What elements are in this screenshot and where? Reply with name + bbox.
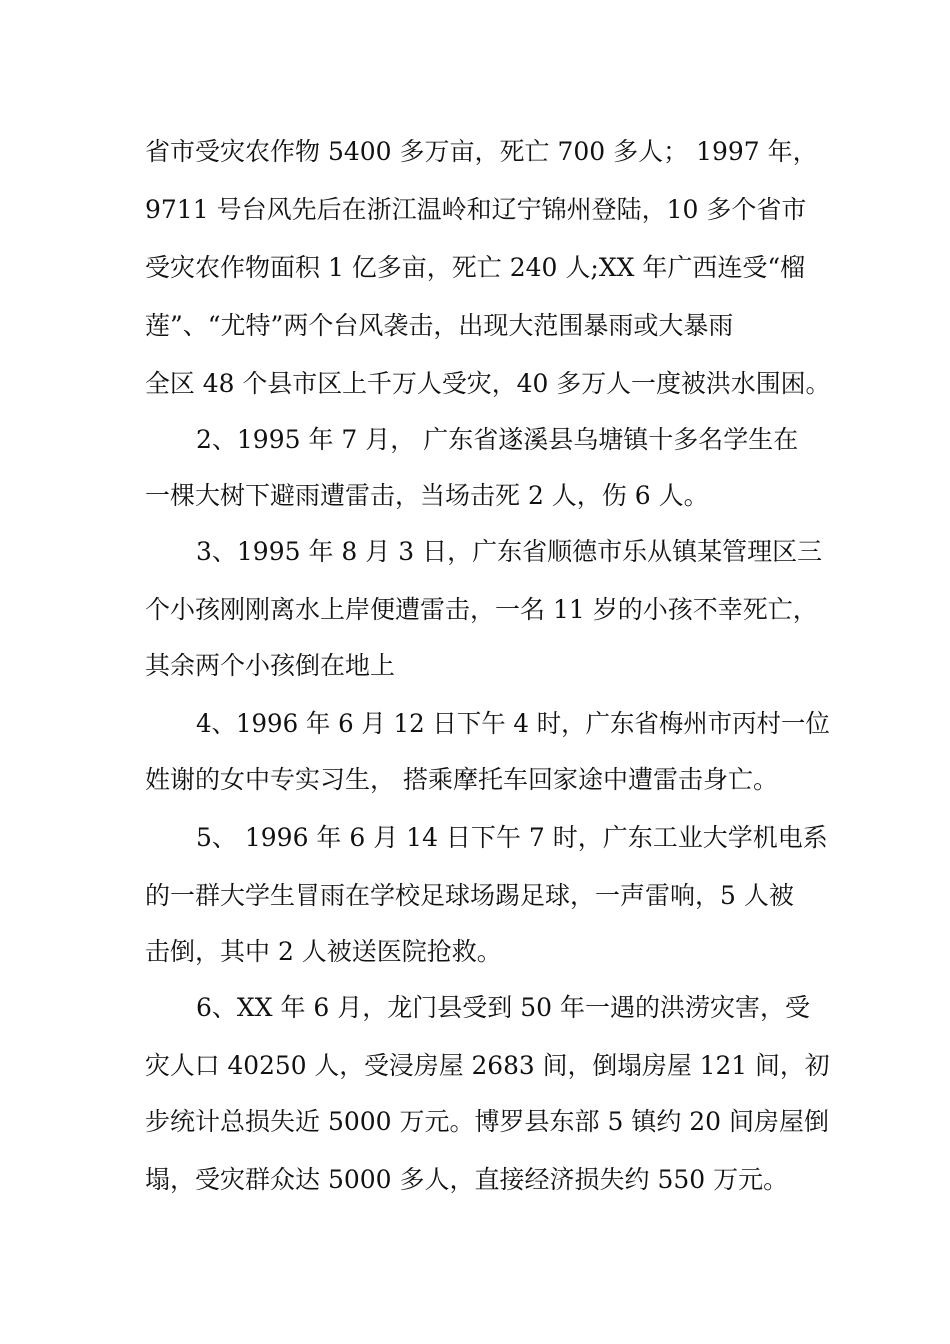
text-line: 击倒，其中 2 人被送医院抢救。 <box>145 937 502 966</box>
text-line: 的一群大学生冒雨在学校足球场踢足球，一声雷响，5 人被 <box>145 881 794 910</box>
text-line: 塌，受灾群众达 5000 多人，直接经济损失约 550 万元。 <box>145 1165 789 1194</box>
text-line: 9711 号台风先后在浙江温岭和辽宁锦州登陆，10 多个省市 <box>145 195 807 224</box>
text-line: 4、1996 年 6 月 12 日下午 4 时，广东省梅州市丙村一位 <box>196 709 830 738</box>
text-line: 5、 1996 年 6 月 14 日下午 7 时，广东工业大学机电系 <box>196 823 828 852</box>
text-line: 6、XX 年 6 月，龙门县受到 50 年一遇的洪涝灾害，受 <box>196 993 810 1022</box>
text-line: 灾人口 40250 人，受浸房屋 2683 间，倒塌房屋 121 间，初 <box>145 1051 830 1080</box>
text-line: 受灾农作物面积 1 亿多亩，死亡 240 人;XX 年广西连受“榴 <box>145 253 806 282</box>
text-line: 一棵大树下避雨遭雷击，当场击死 2 人，伤 6 人。 <box>145 481 709 510</box>
text-line: 省市受灾农作物 5400 多万亩，死亡 700 多人； 1997 年， <box>145 137 818 166</box>
text-line: 个小孩刚刚离水上岸便遭雷击，一名 11 岁的小孩不幸死亡， <box>145 595 818 624</box>
text-line: 步统计总损失近 5000 万元。博罗县东部 5 镇约 20 间房屋倒 <box>145 1107 830 1136</box>
text-line: 其余两个小孩倒在地上 <box>145 651 396 680</box>
text-line: 全区 48 个县市区上千万人受灾，40 多万人一度被洪水围困。 <box>145 369 831 398</box>
text-line: 莲”、“尤特”两个台风袭击，出现大范围暴雨或大暴雨 <box>145 311 734 340</box>
text-line: 3、1995 年 8 月 3 日，广东省顺德市乐从镇某管理区三 <box>196 537 823 566</box>
text-line: 姓谢的女中专实习生， 搭乘摩托车回家途中遭雷击身亡。 <box>145 765 778 794</box>
text-line: 2、1995 年 7 月， 广东省遂溪县乌塘镇十多名学生在 <box>196 425 799 454</box>
